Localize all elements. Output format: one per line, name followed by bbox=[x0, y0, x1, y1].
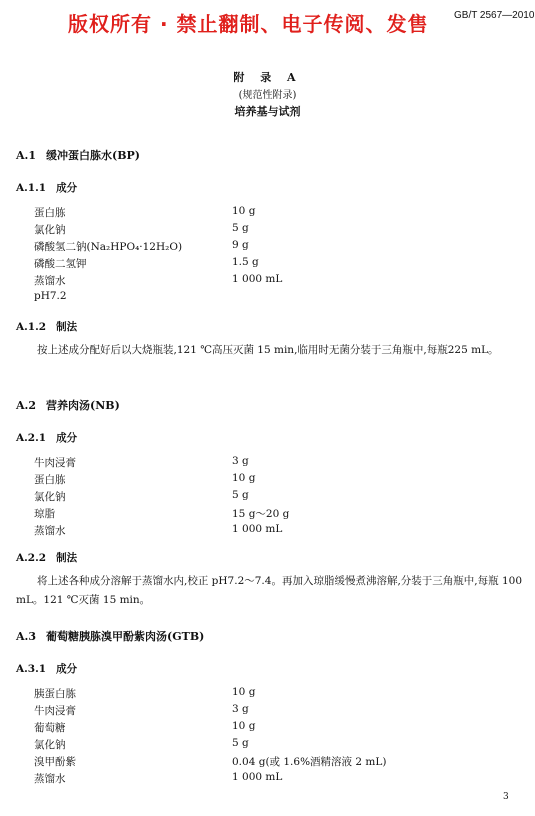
ingredient-quantity: 10 g bbox=[232, 472, 256, 484]
subsection-heading-a1-1 bbox=[16, 180, 77, 195]
subsection-number: A.1.1 bbox=[16, 182, 47, 194]
ingredient-name: 磷酸二氢钾 bbox=[34, 258, 87, 270]
subsection-number: A.1.2 bbox=[16, 321, 47, 333]
subsection-title: 制法 bbox=[56, 552, 78, 564]
ingredient-row bbox=[34, 737, 494, 754]
ingredient-name: 蛋白胨 bbox=[34, 207, 66, 219]
section-heading-a1 bbox=[16, 147, 140, 163]
ingredient-name: 琼脂 bbox=[34, 508, 55, 520]
ingredient-quantity: 3 g bbox=[232, 703, 249, 715]
ingredient-name: 胰蛋白胨 bbox=[34, 688, 76, 700]
ingredient-name: 磷酸氢二钠(Na₂HPO₄·12H₂O) bbox=[34, 241, 183, 253]
ingredient-row bbox=[34, 523, 494, 540]
ingredient-quantity: 5 g bbox=[232, 222, 249, 234]
ingredient-quantity: 0.04 g(或 1.6%酒精溶液 2 mL) bbox=[232, 756, 387, 768]
ingredient-quantity: 3 g bbox=[232, 455, 249, 467]
ingredient-name: 牛肉浸膏 bbox=[34, 457, 76, 469]
ingredient-quantity: 5 g bbox=[232, 737, 249, 749]
subsection-title: 成分 bbox=[56, 432, 78, 444]
ingredient-name: 牛肉浸膏 bbox=[34, 705, 76, 717]
ingredient-quantity: 15 g～20 g bbox=[232, 508, 290, 520]
ingredient-row bbox=[34, 256, 494, 273]
ingredient-name: 氯化钠 bbox=[34, 224, 66, 236]
copyright-watermark: 版权所有 · 禁止翻制、电子传阅、发售 bbox=[68, 12, 429, 36]
ingredient-row bbox=[34, 703, 494, 720]
ingredient-name: 蒸馏水 bbox=[34, 773, 66, 785]
ingredient-row bbox=[34, 205, 494, 222]
ingredient-row bbox=[34, 239, 494, 256]
ph-value bbox=[34, 290, 494, 307]
section-title: 缓冲蛋白胨水(BP) bbox=[46, 149, 141, 162]
ingredient-quantity: 10 g bbox=[232, 686, 256, 698]
ingredient-name: 蒸馏水 bbox=[34, 525, 66, 537]
ingredient-quantity: 10 g bbox=[232, 205, 256, 217]
subsection-title: 成分 bbox=[56, 663, 78, 675]
ingredient-row bbox=[34, 686, 494, 703]
section-number: A.1 bbox=[16, 149, 37, 162]
ingredient-row bbox=[34, 472, 494, 489]
ingredient-name: 蒸馏水 bbox=[34, 275, 66, 287]
section-title: 葡萄糖胰胨溴甲酚紫肉汤(GTB) bbox=[46, 630, 205, 643]
ingredient-quantity: 5 g bbox=[232, 489, 249, 501]
ingredient-name: 溴甲酚紫 bbox=[34, 756, 76, 768]
section-number: A.2 bbox=[16, 399, 37, 412]
page-number: 3 bbox=[503, 792, 509, 802]
subsection-heading-a2-1 bbox=[16, 430, 77, 445]
section-number: A.3 bbox=[16, 630, 37, 643]
ingredient-quantity: 1 000 mL bbox=[232, 771, 283, 783]
subsection-number: A.2.2 bbox=[16, 552, 47, 564]
subsection-heading-a1-2 bbox=[16, 319, 77, 334]
ingredient-quantity: 1.5 g bbox=[232, 256, 259, 268]
subsection-heading-a3-1 bbox=[16, 661, 77, 676]
ingredient-quantity: 10 g bbox=[232, 720, 256, 732]
ingredient-row bbox=[34, 720, 494, 737]
subsection-number: A.3.1 bbox=[16, 663, 47, 675]
ingredient-name: 葡萄糖 bbox=[34, 722, 66, 734]
section-title: 营养肉汤(NB) bbox=[46, 399, 120, 412]
standard-number: GB/T 2567—2010 bbox=[454, 10, 535, 21]
appendix-normative-label: (规范性附录) bbox=[238, 90, 297, 101]
appendix-title: 附 录 A bbox=[233, 71, 302, 84]
ingredient-quantity: 9 g bbox=[232, 239, 249, 251]
section-heading-a3 bbox=[16, 628, 204, 644]
appendix-subtitle: 培养基与试剂 bbox=[234, 105, 301, 118]
method-paragraph-a1: 按上述成分配好后以大烧瓶装,121 ℃高压灭菌 15 min,临用时无菌分装于三角瓶中,每瓶225 mL。 bbox=[37, 344, 499, 356]
ingredient-row bbox=[34, 273, 494, 290]
ingredient-name: 蛋白胨 bbox=[34, 474, 66, 486]
subsection-heading-a2-2 bbox=[16, 550, 77, 565]
ingredient-row bbox=[34, 455, 494, 472]
ingredient-row bbox=[34, 754, 494, 771]
section-heading-a2 bbox=[16, 397, 120, 413]
subsection-title: 制法 bbox=[56, 321, 78, 333]
ph-label: pH7.2 bbox=[34, 290, 67, 302]
ingredient-quantity: 1 000 mL bbox=[232, 523, 283, 535]
ingredient-name: 氯化钠 bbox=[34, 739, 66, 751]
ingredient-quantity: 1 000 mL bbox=[232, 273, 283, 285]
subsection-number: A.2.1 bbox=[16, 432, 47, 444]
ingredient-row bbox=[34, 506, 494, 523]
ingredient-name: 氯化钠 bbox=[34, 491, 66, 503]
ingredient-row bbox=[34, 489, 494, 506]
method-paragraph-a2: 将上述各种成分溶解于蒸馏水内,校正 pH7.2～7.4。再加入琼脂缓慢煮沸溶解,分装于三角瓶中,每瓶 100 mL。121 ℃灭菌 15 min。 bbox=[16, 575, 523, 606]
subsection-title: 成分 bbox=[56, 182, 78, 194]
ingredient-row bbox=[34, 222, 494, 239]
ingredient-row bbox=[34, 771, 494, 788]
